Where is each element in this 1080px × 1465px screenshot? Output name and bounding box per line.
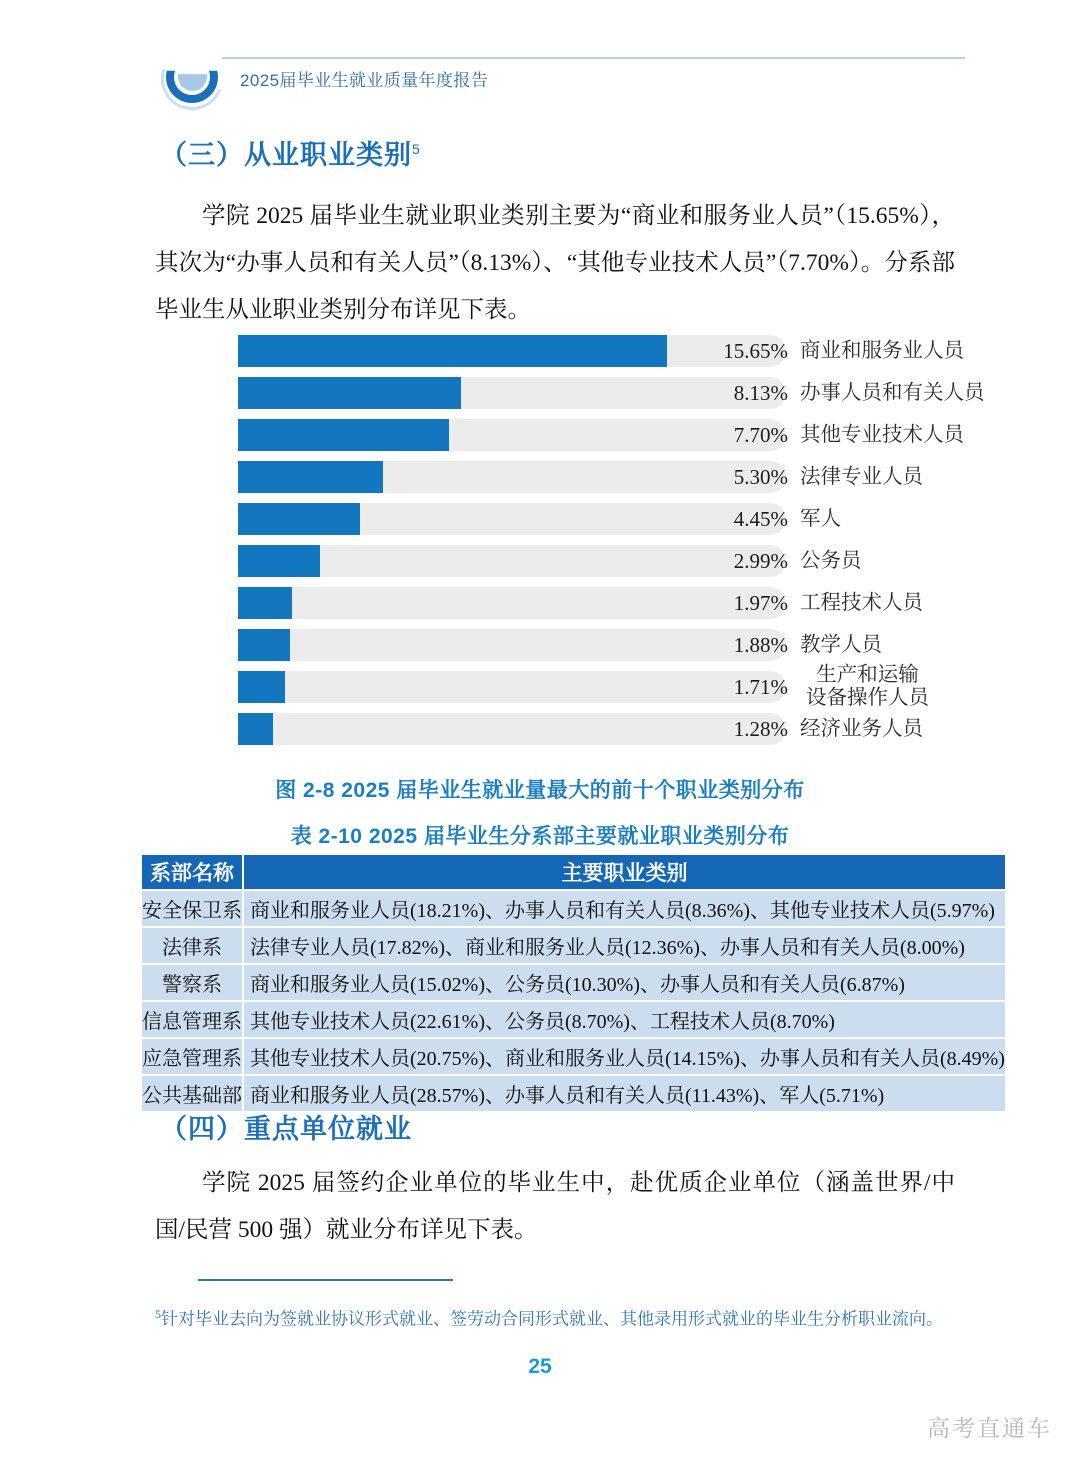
table-header-dept: 系部名称 — [142, 855, 244, 891]
paragraph-intro: 学院 2025 届毕业生就业职业类别主要为“商业和服务业人员”（15.65%），其次为“办事人员和有关人员”（8.13%）、“其他专业技术人员”（7.70%）。分系部毕业生从业职业类别分布详见下表。 — [155, 203, 955, 323]
table-row — [142, 965, 1005, 1002]
bar-category-label: 法律专业人员 — [800, 466, 923, 488]
table-cell-dept: 法律系 — [142, 928, 244, 965]
bar-value-label: 2.99% — [733, 549, 788, 573]
bar-fill — [238, 629, 290, 661]
bar-fill — [238, 713, 273, 745]
bar-category-label: 其他专业技术人员 — [800, 424, 964, 446]
header-rule — [222, 57, 965, 59]
table-cell-dept: 警察系 — [142, 965, 244, 1002]
table-row — [142, 1039, 1005, 1076]
table-cell-dept: 应急管理系 — [142, 1039, 244, 1076]
bar-row — [238, 456, 938, 498]
footnote-separator — [198, 1279, 453, 1281]
section-heading-3 — [160, 133, 421, 172]
bar-category-label: 生产和运输 设备操作人员 — [806, 664, 929, 709]
bar-row — [238, 708, 938, 750]
section-heading-4: （四）重点单位就业 — [160, 1114, 412, 1144]
bar-fill — [238, 671, 285, 703]
bar-fill — [238, 587, 292, 619]
table-header-categories: 主要职业类别 — [244, 855, 1005, 891]
bar-value-label: 15.65% — [723, 339, 788, 363]
table-cell-dept: 安全保卫系 — [142, 891, 244, 928]
table-cell-categories: 其他专业技术人员(20.75%)、商业和服务业人员(14.15%)、办事人员和有关人员(8.49%) — [244, 1039, 1005, 1076]
table-cell-categories: 其他专业技术人员(22.61%)、公务员(8.70%)、工程技术人员(8.70%) — [244, 1002, 1005, 1039]
bar-value-label: 5.30% — [733, 465, 788, 489]
bar-value-label: 1.71% — [733, 675, 788, 699]
report-logo-icon — [160, 46, 226, 96]
bar-value-label: 1.97% — [733, 591, 788, 615]
table-cell-categories: 商业和服务业人员(15.02%)、公务员(10.30%)、办事人员和有关人员(6.87%) — [244, 965, 1005, 1002]
bar-category-label: 教学人员 — [800, 634, 882, 656]
bar-value-label: 4.45% — [733, 507, 788, 531]
bar-fill — [238, 335, 667, 367]
bar-row — [238, 666, 938, 708]
section-heading-3-text: （三）从业职业类别 — [160, 140, 412, 170]
bar-category-label: 工程技术人员 — [800, 592, 923, 614]
footnote-text: 针对毕业去向为签就业协议形式就业、签劳动合同形式就业、其他录用形式就业的毕业生分析职业流向。 — [161, 1309, 943, 1329]
page-header — [160, 46, 965, 102]
bar-category-label: 公务员 — [800, 550, 862, 572]
bar-value-label: 8.13% — [733, 381, 788, 405]
bar-value-label: 7.70% — [733, 423, 788, 447]
bar-fill — [238, 419, 449, 451]
figure-caption: 图 2-8 2025 届毕业生就业量最大的前十个职业类别分布 — [275, 779, 805, 802]
bar-category-label: 军人 — [800, 508, 841, 530]
bar-value-label: 1.88% — [733, 633, 788, 657]
bar-fill — [238, 545, 320, 577]
table-row — [142, 928, 1005, 965]
table-cell-categories: 法律专业人员(17.82%)、商业和服务业人员(12.36%)、办事人员和有关人员(8.00%) — [244, 928, 1005, 965]
header-title: 2025届毕业生就业质量年度报告 — [240, 71, 489, 90]
bar-category-label: 商业和服务业人员 — [800, 340, 964, 362]
bar-row — [238, 330, 964, 372]
footnote-marker: 5 — [155, 1307, 161, 1321]
table-head — [142, 855, 1005, 891]
bar-row — [238, 372, 985, 414]
footnote-marker-heading: 5 — [412, 141, 421, 157]
bar-fill — [238, 461, 383, 493]
bar-fill — [238, 503, 360, 535]
table-row — [142, 1002, 1005, 1039]
department-occupation-table — [142, 855, 1005, 1113]
bar-value-label: 1.28% — [733, 717, 788, 741]
table-header-row — [142, 855, 1005, 891]
bar-fill — [238, 377, 461, 409]
bar-category-label: 办事人员和有关人员 — [800, 382, 985, 404]
paragraph-key-units: 学院 2025 届签约企业单位的毕业生中，赴优质企业单位（涵盖世界/中国/民营 500 强）就业分布详见下表。 — [155, 1170, 955, 1243]
table-cell-dept: 公共基础部 — [142, 1076, 244, 1113]
bar-row — [238, 498, 938, 540]
bar-row — [238, 624, 938, 666]
footnote — [155, 1300, 955, 1334]
table-cell-categories: 商业和服务业人员(28.57%)、办事人员和有关人员(11.43%)、军人(5.71%) — [244, 1076, 1005, 1113]
page-number: 25 — [528, 1355, 552, 1378]
table-cell-dept: 信息管理系 — [142, 1002, 244, 1039]
bar-row — [238, 540, 938, 582]
bar-category-label: 经济业务人员 — [800, 718, 923, 740]
table-cell-categories: 商业和服务业人员(18.21%)、办事人员和有关人员(8.36%)、其他专业技术人员(5.97%) — [244, 891, 1005, 928]
table-caption: 表 2-10 2025 届毕业生分系部主要就业职业类别分布 — [290, 825, 790, 848]
bar-row — [238, 582, 938, 624]
watermark: 高考直通车 — [927, 1415, 1052, 1441]
occupation-bar-chart — [238, 330, 985, 750]
table-row — [142, 891, 1005, 928]
bar-row — [238, 414, 964, 456]
table-body — [142, 891, 1005, 1113]
